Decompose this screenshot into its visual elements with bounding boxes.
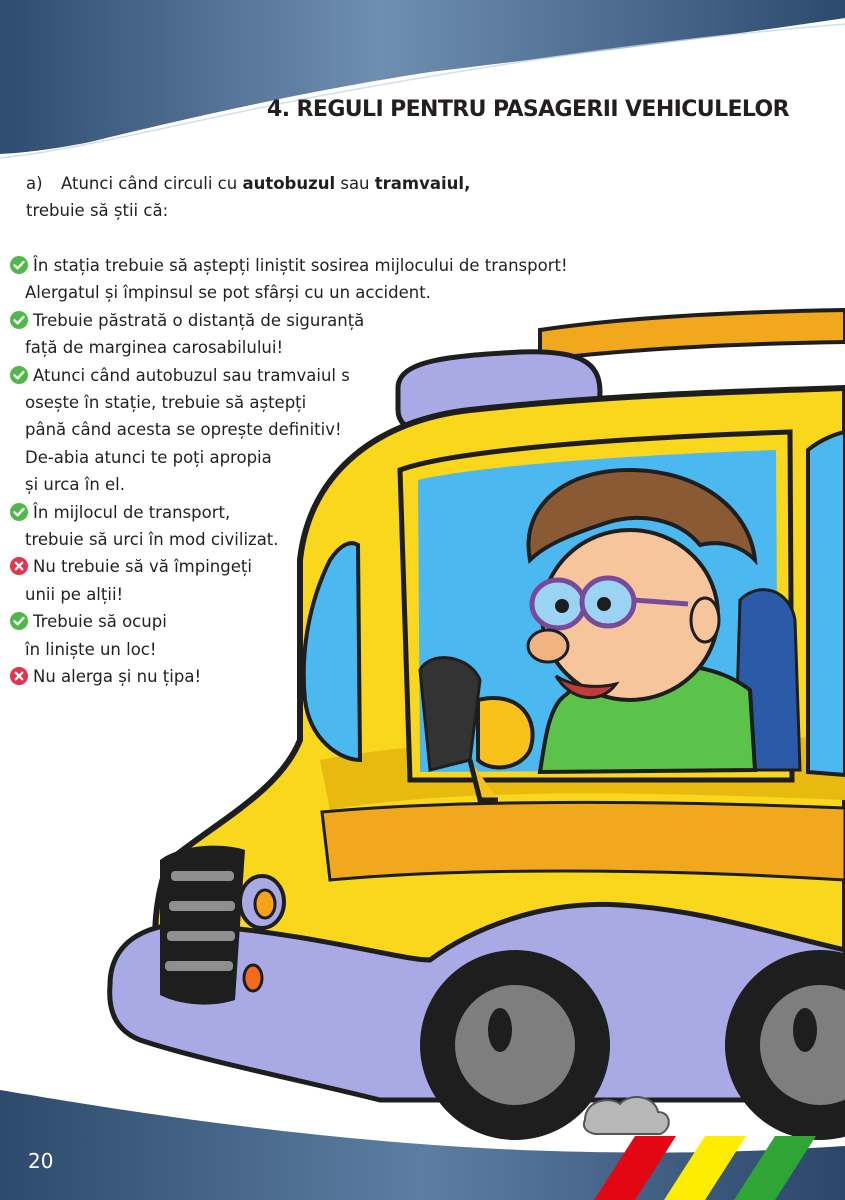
rules-list (10, 252, 568, 691)
rule-text: Atunci când autobuzul sau tramvaiul s (33, 365, 350, 385)
check-icon (10, 612, 28, 630)
rule-line (10, 252, 568, 279)
rule-text: față de marginea carosabilului! (25, 338, 284, 358)
cross-icon (10, 557, 28, 575)
rule-item (10, 252, 568, 307)
section-title: 4. REGULI PENTRU PASAGERII VEHICULELOR (267, 97, 789, 122)
rule-text: până când acesta se oprește definitiv! (25, 420, 342, 440)
intro-text: Atunci când circuli cu (61, 174, 243, 193)
check-icon (10, 311, 28, 329)
rule-line (10, 416, 568, 443)
cross-icon (10, 667, 28, 685)
rule-item (10, 663, 568, 690)
intro-line-1 (26, 170, 470, 197)
check-icon (10, 366, 28, 384)
rule-line (10, 663, 568, 690)
rule-text: Nu trebuie să vă împingeți (33, 557, 252, 577)
rule-item (10, 553, 568, 608)
rule-line (10, 636, 568, 663)
rule-line (10, 444, 568, 471)
intro-line-2: trebuie să știi că: (26, 201, 169, 220)
rule-text: În mijlocul de transport, (33, 502, 231, 522)
rule-text: Alergatul și împinsul se pot sfârși cu un accident. (25, 283, 431, 303)
rule-text: De-abia atunci te poți apropia (25, 447, 272, 467)
rule-text: Nu alerga și nu țipa! (33, 667, 202, 687)
rule-item (10, 499, 568, 554)
rule-line (10, 334, 568, 361)
rule-text: În stația trebuie să aștepți liniștit sosirea mijlocului de transport! (33, 256, 568, 275)
rule-item (10, 608, 568, 663)
intro-bold-tram: tramvaiul, (374, 174, 471, 193)
intro-bold-bus: autobuzul (242, 174, 336, 193)
rule-line (10, 581, 568, 608)
rule-line (10, 389, 568, 416)
intro-paragraph (26, 170, 470, 224)
rule-text: Trebuie păstrată o distanță de siguranță (33, 310, 365, 330)
rule-line (10, 499, 568, 526)
rule-text: trebuie să urci în mod civilizat. (25, 530, 279, 550)
header-wave (0, 0, 845, 158)
rule-line (10, 279, 568, 306)
rule-line (10, 553, 568, 580)
page-number: 20 (28, 1149, 54, 1173)
rule-text: în liniște un loc! (25, 639, 157, 659)
rule-item (10, 307, 568, 362)
list-marker: a) (26, 174, 43, 193)
rule-line (10, 307, 568, 334)
rule-text: osește în stație, trebuie să aștepți (25, 393, 307, 413)
intro-text: sau (335, 174, 375, 193)
check-icon (10, 503, 28, 521)
rule-line (10, 608, 568, 635)
rule-text: unii pe alții! (25, 584, 124, 604)
rule-line (10, 526, 568, 553)
rule-item (10, 362, 568, 499)
rule-line (10, 362, 568, 389)
check-icon (10, 256, 28, 274)
rule-text: și urca în el. (25, 475, 125, 495)
rule-text: Trebuie să ocupi (33, 612, 167, 632)
rule-line (10, 471, 568, 498)
